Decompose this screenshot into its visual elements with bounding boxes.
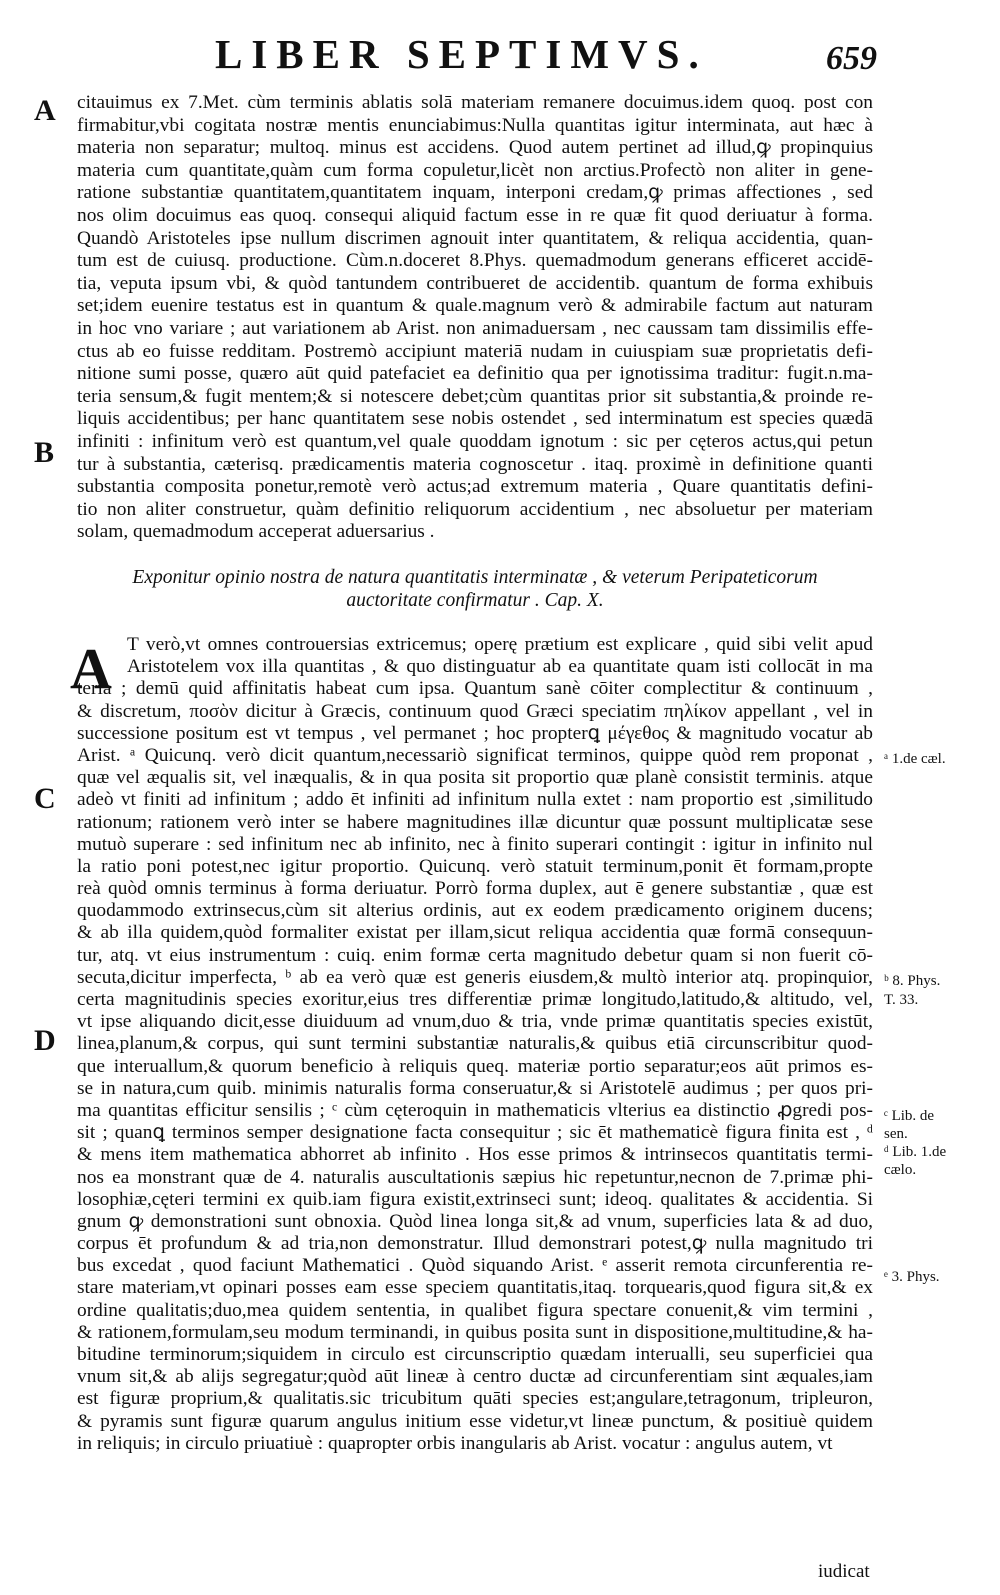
text-line: successione positum est vt tempus , vel permanet ; hoc propterꝗ μέγεθος & magnitudo vocatur ab — [77, 722, 873, 744]
chapter-heading-line-1: Exponitur opinio nostra de natura quantitatis interminatæ , & veterum Peripateticorum — [132, 567, 818, 588]
text-line: nos ea monstrant quæ de 4. naturalis auscultationis sæpius hic repetuntur,necnon de 7.primæ phi- — [77, 1166, 873, 1188]
text-line: in hoc vno variare ; aut variationem ab Arist. non animaduersam , nec caussam tam dissimilis effe- — [77, 317, 873, 339]
text-line: certa magnitudinis species exoritur,eius tres differentiæ primæ longitudo,latitudo,& altitudo, vel, — [77, 989, 873, 1010]
page-number: 659 — [826, 40, 877, 77]
text-line: vnum sit,& ab alijs segregatur;quòd aūt lineæ à centro ductæ ad circunferentiam sint æquales,iam — [77, 1366, 873, 1388]
text-line: quodammodo extrinsecus,cùm sit alterius ordinis, aut ex eodem prædicamento originem ducens; — [77, 900, 873, 922]
running-head: LIBER SEPTIMVS. — [215, 31, 708, 77]
margin-note-b-line-1: ᵇ 8. Phys. — [884, 973, 941, 989]
text-line: quæ vel æqualis sit, vel inæqualis, & in qua posita sit proportio quæ planè consistit terminis. atque — [77, 767, 873, 789]
text-line: tur à substantia, cæterisq. prædicamentis materia cognoscetur . itaq. proximè in definitione quanti — [77, 453, 873, 475]
text-line: ctus ab eo fuisse redditam. Postremò accipiunt materiā nudam in cuiuspiam suæ proprietatis defi- — [77, 340, 873, 362]
text-line: bitudine terminorum;siquidem in circulo est circunscriptio quædam interualli, seu superficiei qua — [77, 1344, 873, 1365]
text-line: & rationem,formulam,seu modum terminandi, in quibus posita sunt in dispositione,multitudine,& ha- — [77, 1321, 873, 1343]
section-letter-a: A — [34, 94, 56, 127]
text-line: reà quòd omnis terminus à forma deriuatur. Porrò forma duplex, aut ē genere substantiæ , quæ est — [77, 878, 873, 900]
margin-note-e: ᵉ 3. Phys. — [884, 1269, 940, 1285]
text-line: ordine qualitatis;duo,mea quidem sententia, in qualibet figura spectare conuenit,& vim termini , — [77, 1299, 873, 1321]
chapter-heading — [77, 566, 873, 612]
text-line: ma quantitas efficitur sensilis ; ᶜ cùm cęteroquin in mathematicis vlterius ea distinctio ꝓgredi pos- — [77, 1099, 873, 1121]
text-line: tio non aliter construetur, quàm definitio reliquorum accidentium , nec absoluetur per materiam — [77, 498, 873, 520]
text-line: teria sensum,& fugit mentem;& si notescere debet;cùm quantitas prior sit substantia,& proinde re- — [77, 385, 873, 407]
text-line: firmabitur,vbi cogitata nostræ mentis enunciabimus:Nulla quantitas igitur interminata, aut hæc à — [77, 114, 873, 136]
text-line: substantia composita ponetur,remotè verò actus;ad extremum materia , Quare quantitatis defini- — [77, 476, 873, 498]
text-line: citauimus ex 7.Met. cùm terminis ablatis solā materiam remanere docuimus.idem quoq. post con — [77, 92, 873, 113]
text-line: tia, veputa ipsum vbi, & quòd tantundem contribueret de accidentib. quantum de forma exhibuis — [77, 272, 873, 294]
text-line: losophiæ,cęteri termini ex quib.iam figura existit,extrinseci sunt; ideoq. qualitates & accidentia. Si — [77, 1188, 873, 1210]
text-line: materia non separatur; multoq. minus est accidens. Quod autem pertinet ad illud,ꝙ propinquius — [77, 137, 873, 159]
text-line: & ab illa quidem,quòd formaliter existat per illam,sicut reliqua accidentia quæ formā consequun- — [77, 922, 873, 944]
text-line: set;idem euenire testatus est in quantum & quale.magnum verò & admirabile factum aut naturam — [77, 295, 873, 317]
margin-note-b-line-2: T. 33. — [884, 992, 919, 1008]
text-line: & mens item mathematica abhorret ab infinito . Hos esse primos & intrinsecos quantitatis termi- — [77, 1144, 873, 1166]
text-line: infiniti : infinitum verò est quantum,vel quale quoddam ignotum : sic per cęteros actus,qui petun — [77, 430, 873, 452]
text-block-1 — [77, 92, 873, 544]
chapter-heading-line-2: auctoritate confirmatur . Cap. X. — [346, 590, 604, 611]
text-line: solam, quemadmodum acceperat aduersarius . — [77, 521, 435, 543]
text-line: tum est de cuiusq. productione. Cùm.n.doceret 8.Phys. quemadmodum generans efficeret accidē- — [77, 250, 873, 272]
text-line: Quandò Aristoteles ipse nullum discrimen agnouit inter quantitatem, & reliqua accidentia, quan- — [77, 227, 873, 249]
text-line: Aristotelem vox illa quantitas , & quo distinguatur ab ea quantitate quam isti collocāt in ma — [127, 656, 873, 678]
text-line: vt ipse aliquando dicit,esse diuiduum ad vnum,duo & tria, vnde primæ quantitatis species existūt, — [77, 1011, 873, 1033]
text-line: mutuò superare : sed infinitum nec ab infinito, nec à finito superari contingit : igitur in infinito nul — [77, 833, 873, 855]
text-line: in reliquis; in circulo priuatiuè : quapropter orbis inangularis ab Arist. vocatur : angulus autem, vt — [77, 1432, 833, 1454]
text-line: materia cum quantitate,quàm cum forma copuletur,licèt non arctius.Profectò non aliter in gene- — [77, 159, 873, 181]
text-line: & pyramis sunt figuræ quarum angulus initium esse videtur,vt lineæ punctum, & positiuè quidem — [77, 1410, 873, 1432]
text-line: secuta,dicitur imperfecta, ᵇ ab ea verò quæ est generis eiusdem,& multò interior atq. propinquior, — [77, 966, 873, 988]
section-letter-d: D — [34, 1024, 56, 1057]
text-line: gnum ꝙ demonstrationi sunt obnoxia. Quòd linea longa sit,& ad vnum, superficies lata & ad duo, — [77, 1210, 873, 1232]
text-line: rationum; rationem verò inter se habere magnitudines illæ dicuntur quæ possunt multiplicatæ sese — [77, 811, 873, 833]
text-line: nitione sumi posse, quæro aūt quid patefaciet ea definitio qua per ignotissima traditur: fugit.n.ma- — [77, 363, 873, 385]
margin-note-d-line-2: cælo. — [884, 1162, 917, 1178]
margin-note-c-line-1: ᶜ Lib. de — [884, 1108, 935, 1124]
text-line: corpus ēt profundum & ad tria,non demonstratur. Illud demonstrari potest,ꝙ nulla magnitudo tri — [77, 1233, 873, 1255]
text-line: bus excedat , quod faciunt Mathematici . Quòd siquando Arist. ᵉ asserit remota circunferentia re- — [77, 1255, 873, 1277]
text-line: T verò,vt omnes controuersias extricemus; operę prætium est explicare , quid sibi velit apud — [127, 634, 873, 655]
section-letter-c: C — [34, 782, 56, 815]
margin-note-c-line-2: sen. — [884, 1126, 908, 1142]
text-line: est figuræ proprium,& qualitatis.sic tricubitum quāti species est;angulare,tetragonum, tripleuron, — [77, 1388, 873, 1410]
drop-cap-initial: A — [70, 636, 112, 701]
text-line: liquis accidentibus; per hanc quantitatem sese nobis ostendet , sed interminatum est species quædā — [77, 408, 873, 430]
text-line: Arist. ᵃ Quicunq. verò dicit quantum,necessariò significat terminos, quippe quòd rem proponat , — [77, 744, 873, 766]
catchword: iudicat — [818, 1561, 870, 1582]
text-line: que interuallum,& quorum beneficio à reliquis queq. materiæ portio separatur;eos aūt primos es- — [77, 1055, 873, 1077]
text-line: adeò vt finiti ad infinitum ; addo ēt infiniti ad infinitum nulla extet : nam proportio est ,similitudo — [77, 789, 873, 811]
text-block-2 — [77, 634, 873, 1455]
margin-note-a: ᵃ 1.de cæl. — [884, 751, 946, 767]
text-line: nos olim docuimus eas quoq. consequi aliquid factum esse in re quæ fit quod deriuatur à forma. — [77, 204, 873, 226]
text-line: teria ; demū quid affinitatis habeat cum ipsa. Quantum sanè cōiter complectitur & continuum , — [77, 678, 873, 700]
text-line: & discretum, ποσὸν dicitur à Græcis, continuum quod Græci speciatim πηλίκον appellant , vel in — [77, 700, 873, 722]
margin-note-d-line-1: ᵈ Lib. 1.de — [884, 1144, 947, 1160]
text-line: stare materiam,vt opinari posses eam esse speciem quantitatis,itaq. torquearis,quod figura sit,& ex — [77, 1277, 873, 1299]
text-line: tur, atq. vt eius instrumentum : cuiq. enim formæ certa magnitudo debetur quam si non fuerit cō- — [77, 944, 873, 966]
text-line: linea,planum,& corpus, qui sunt termini substantiæ naturalis,& quibus etiā circunscribitur quod- — [77, 1033, 873, 1055]
section-letter-b: B — [34, 436, 55, 469]
text-line: la ratio poni potest,nec igitur proportio. Quicunq. verò statuit terminum,ponit ēt formam,propte — [77, 855, 873, 877]
text-line: se in natura,cum quib. minimis naturalis forma conseruatur,& si Aristotelē audimus ; per quos pri- — [77, 1077, 873, 1099]
text-line: ratione substantiæ quantitatem,quantitatem inquam, interponi credam,ꝙ primas affectiones , sed — [77, 182, 873, 204]
text-line: sit ; quanꝗ terminos semper designatione facta consequitur ; sic ēt mathematicè figura finita est , ᵈ — [77, 1122, 873, 1144]
